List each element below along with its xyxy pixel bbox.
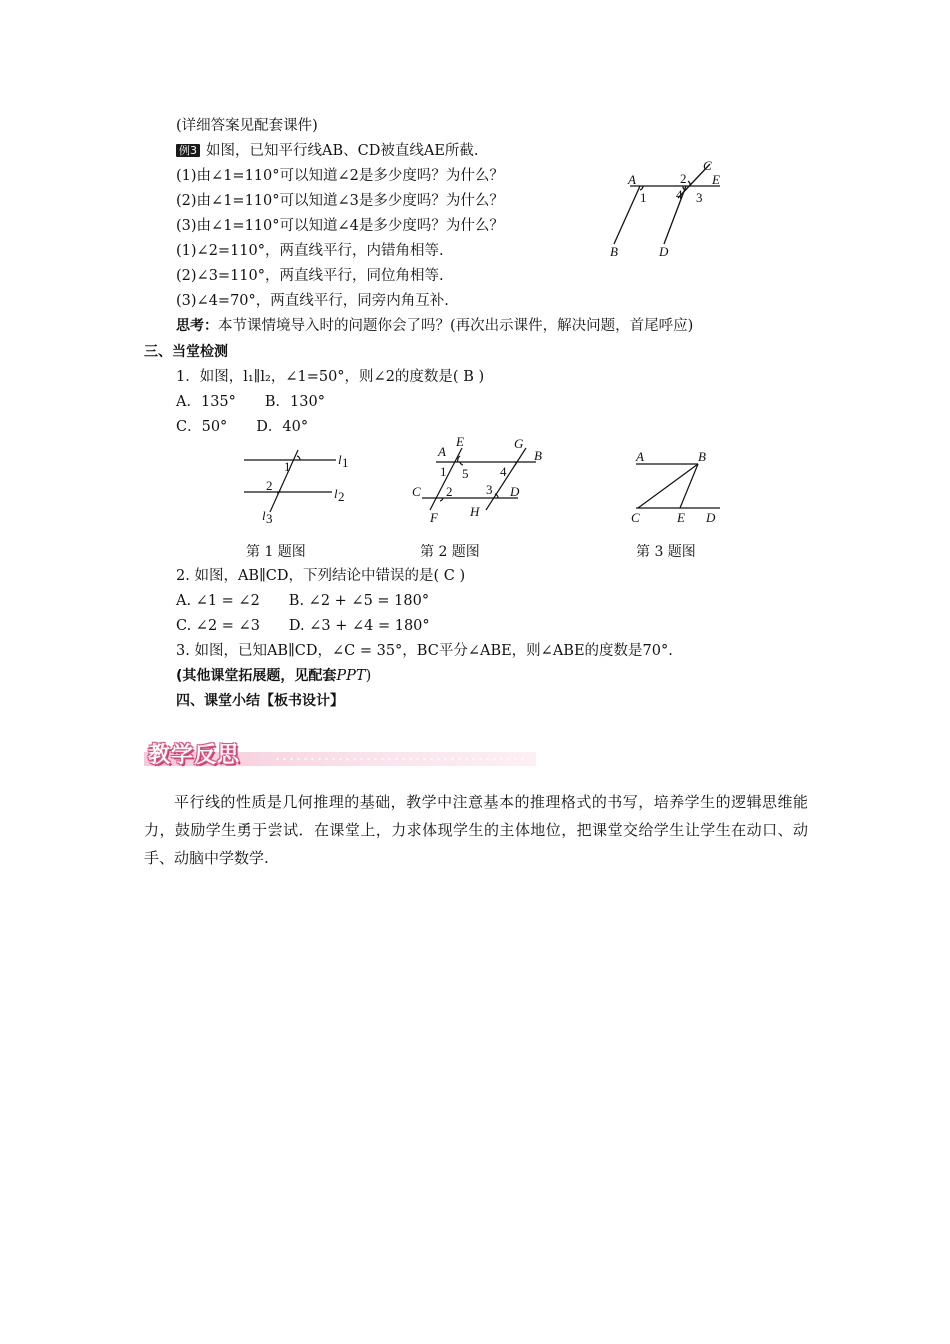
f2-angle-4: 4 xyxy=(500,464,507,479)
problem-2-options-cd: C. ∠2 = ∠3 D. ∠3 + ∠4 = 180° xyxy=(176,618,430,634)
f2-angle-5: 5 xyxy=(462,466,469,481)
ex3-label-E: E xyxy=(712,172,720,187)
section-3-heading: 三、当堂检测 xyxy=(144,344,228,360)
f2-label-H: H xyxy=(470,504,480,519)
problem-2: 2. 如图，AB∥CD，下列结论中错误的是( C ) xyxy=(176,568,466,584)
example-3-figure xyxy=(600,156,730,262)
reflection-banner xyxy=(144,738,536,770)
f2-label-G: G xyxy=(514,436,524,451)
f2-label-D: D xyxy=(510,484,520,499)
answer-3: (3)∠4=70°，两直线平行，同旁内角互补. xyxy=(176,293,449,309)
f3-label-E: E xyxy=(677,510,685,525)
f2-angle-1: 1 xyxy=(440,464,447,479)
answer-2: (2)∠3=110°，两直线平行，同位角相等. xyxy=(176,268,444,284)
answer-1: (1)∠2=110°，两直线平行，内错角相等. xyxy=(176,243,444,259)
other-ppt: PPT xyxy=(336,668,366,684)
other-prefix: (其他课堂拓展题，见配套 xyxy=(176,668,337,684)
f1-label-l1-sub: 1 xyxy=(342,455,349,470)
question-1: (1)由∠1=110°可以知道∠2是多少度吗？为什么？ xyxy=(176,168,504,184)
question-3: (3)由∠1=110°可以知道∠4是多少度吗？为什么？ xyxy=(176,218,504,234)
problem-1: 1．如图，l₁∥l₂，∠1=50°，则∠2的度数是( B ) xyxy=(176,369,485,385)
figure-2-caption: 第 2 题图 xyxy=(420,544,480,560)
ex3-angle-1: 1 xyxy=(640,190,647,205)
f1-angle-1: 1 xyxy=(284,459,291,474)
reflection-title: 教学反思 xyxy=(148,743,241,768)
question-2: (2)由∠1=110°可以知道∠3是多少度吗？为什么？ xyxy=(176,193,504,209)
other-exercises-note xyxy=(176,666,371,686)
ex3-label-A: A xyxy=(628,172,636,187)
f1-label-l3-sub: 3 xyxy=(266,511,273,526)
f2-label-B: B xyxy=(534,448,542,463)
figure-1-caption: 第 1 题图 xyxy=(246,544,306,560)
think-text: 本节课情境导入时的问题你会了吗？(再次出示课件，解决问题，首尾呼应) xyxy=(218,318,694,334)
ex3-label-D: D xyxy=(659,244,669,259)
example-badge: 例3 xyxy=(176,144,200,157)
answer-note: (详细答案见配套课件) xyxy=(176,118,318,134)
f2-angle-2: 2 xyxy=(446,484,453,499)
f1-angle-2: 2 xyxy=(266,478,273,493)
figure-1 xyxy=(240,446,360,526)
reflection-text: 平行线的性质是几何推理的基础，教学中注意基本的推理格式的书写，培养学生的逻辑思维能力，鼓励学生勇于尝试．在课堂上，力求体现学生的主体地位，把课堂交给学生让学生在动口、动手、动脑中学数学. xyxy=(144,793,808,867)
f1-label-l3: l xyxy=(262,508,266,523)
problem-2-options-ab: A. ∠1 = ∠2 B. ∠2 + ∠5 = 180° xyxy=(176,593,430,609)
banner-dots xyxy=(274,757,529,761)
ex3-angle-2: 2 xyxy=(680,171,687,186)
ex3-label-B: B xyxy=(610,244,618,259)
f1-label-l2-sub: 2 xyxy=(338,489,345,504)
f2-label-C: C xyxy=(412,484,421,499)
f2-label-E: E xyxy=(456,434,464,449)
f3-label-C: C xyxy=(631,510,640,525)
problem-3: 3. 如图，已知AB∥CD，∠C = 35°，BC平分∠ABE，则∠ABE的度数是70°. xyxy=(176,643,673,659)
f2-angle-3: 3 xyxy=(486,482,493,497)
f2-label-F: F xyxy=(430,510,438,525)
f2-label-A: A xyxy=(438,444,446,459)
f3-label-D: D xyxy=(706,510,716,525)
think-line xyxy=(176,316,693,336)
ex3-angle-4: 4 xyxy=(676,187,683,202)
ex3-label-C: C xyxy=(703,158,712,173)
ex3-angle-3: 3 xyxy=(696,190,703,205)
problem-1-options-cd: C．50° D．40° xyxy=(176,419,309,435)
think-label: 思考： xyxy=(176,318,218,334)
other-suffix: ) xyxy=(365,668,372,684)
f1-label-l2: l xyxy=(334,486,338,501)
section-4-heading: 四、课堂小结【板书设计】 xyxy=(176,693,344,709)
example-3-intro xyxy=(176,141,479,161)
f3-label-A: A xyxy=(636,449,644,464)
example-intro-text: 如图，已知平行线AB、CD被直线AE所截. xyxy=(206,143,479,159)
figure-3 xyxy=(626,446,726,526)
problem-1-options-ab: A．135° B．130° xyxy=(176,394,325,410)
f3-label-B: B xyxy=(698,449,706,464)
f1-label-l1: l xyxy=(338,452,342,467)
figure-3-caption: 第 3 题图 xyxy=(636,544,696,560)
figure-2 xyxy=(408,434,558,526)
